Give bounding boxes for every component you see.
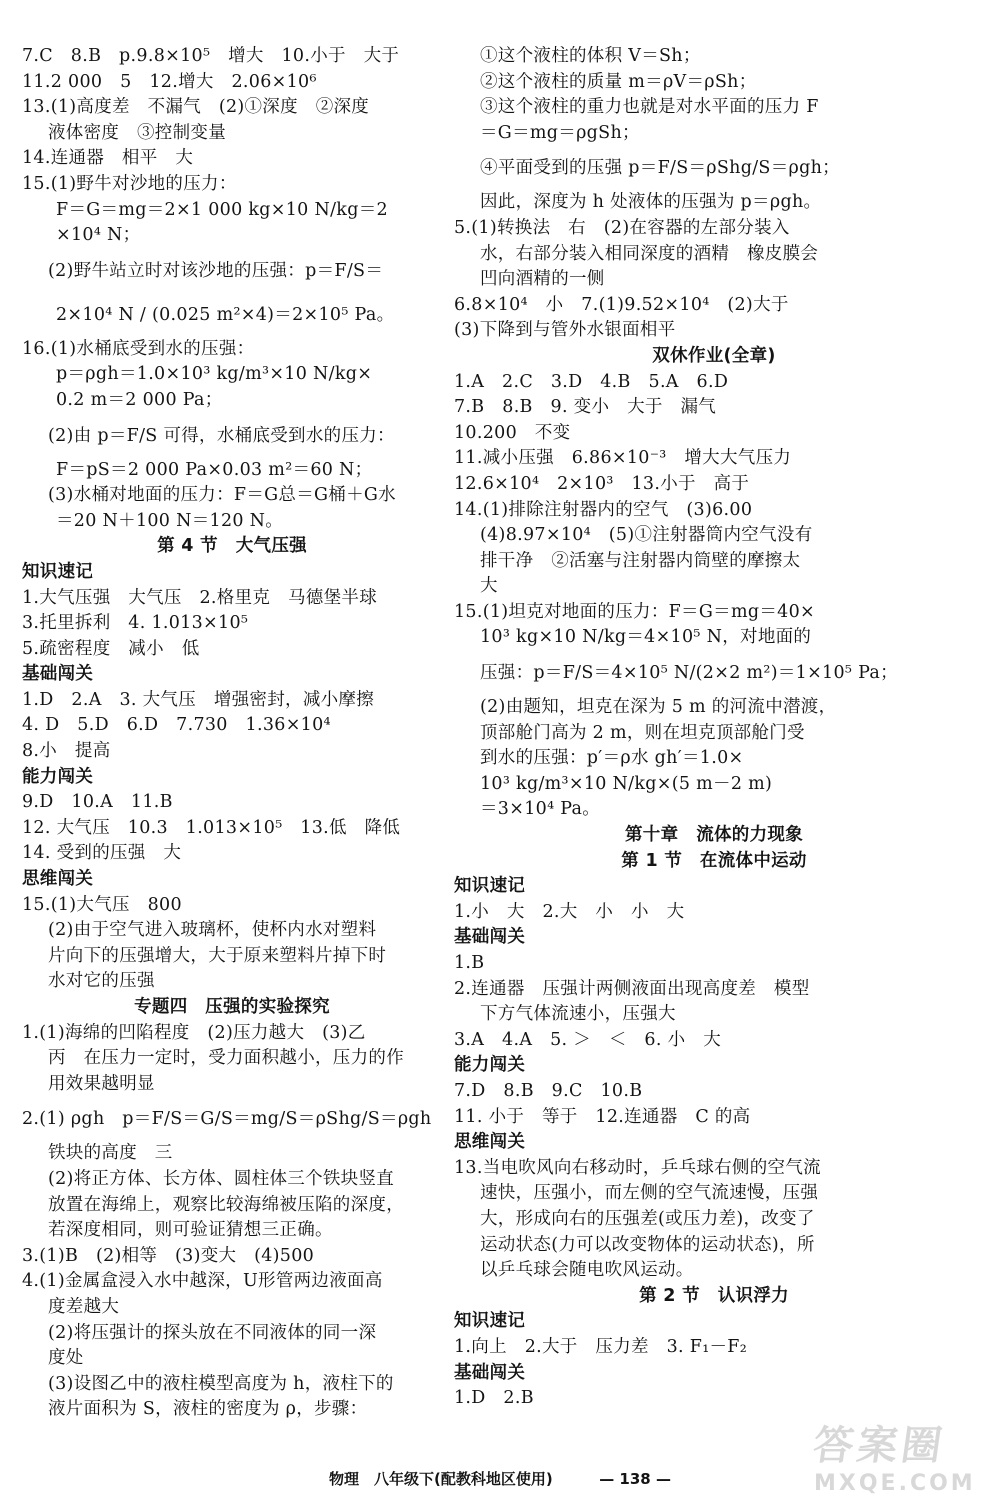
answer-line: 14.(1)排除注射器内的空气 (3)6.00 — [454, 499, 753, 520]
answer-line: ＝20 N＋100 N＝120 N。 — [56, 510, 284, 531]
answer-line: ②这个液柱的质量 m＝ρV＝ρSh； — [480, 71, 757, 92]
answer-line: 4.(1)金属盒浸入水中越深，U形管两边液面高 — [22, 1271, 383, 1292]
answer-line: 7.D 8.B 9.C 10.B — [454, 1080, 643, 1101]
answer-line: 1.B — [454, 953, 485, 973]
subsection-label: 能力闯关 — [454, 1055, 526, 1076]
subsection-label: 能力闯关 — [22, 766, 94, 787]
answer-line: (2)由 p＝F/S 可得，水桶底受到水的压力： — [48, 425, 395, 446]
answer-line: 13.(1)高度差 不漏气 (2)①深度 ②深度 — [22, 97, 370, 118]
answer-line: F＝pS＝2 000 Pa×0.03 m²＝60 N； — [56, 459, 373, 480]
answer-line: 10.200 不变 — [454, 422, 571, 443]
answer-line: 5.疏密程度 减小 低 — [22, 638, 200, 659]
answer-line: 片向下的压强增大，大于原来塑料片掉下时 — [48, 945, 387, 966]
answer-line: 0.2 m＝2 000 Pa； — [56, 389, 223, 410]
subsection-label: 思维闯关 — [454, 1132, 526, 1153]
section-heading: 第 4 节 大气压强 — [157, 536, 307, 557]
answer-line: 2.(1) ρgh p＝F/S＝G/S＝mg/S＝ρShg/S＝ρgh — [22, 1109, 432, 1130]
answer-line: 6.8×10⁴ 小 7.(1)9.52×10⁴ (2)大于 — [454, 294, 789, 315]
subsection-label: 基础闯关 — [22, 664, 94, 685]
answer-line: 3.托里拆利 4. 1.013×10⁵ — [22, 613, 249, 634]
answer-line: 度处 — [48, 1348, 84, 1369]
subsection-label: 基础闯关 — [454, 927, 526, 948]
answer-line: 14.连通器 相平 大 — [22, 148, 194, 169]
answer-line: 凹向酒精的一侧 — [480, 269, 605, 290]
answer-line: 15.(1)坦克对地面的压力：F＝G＝mg＝40× — [454, 601, 815, 622]
answer-line: 9.D 10.A 11.B — [22, 792, 173, 813]
answer-line: 5.(1)转换法 右 (2)在容器的左部分装入 — [454, 217, 790, 238]
answer-line: 13.当电吹风向右移动时，乒乓球右侧的空气流 — [454, 1157, 821, 1178]
answer-line: 14. 受到的压强 大 — [22, 843, 182, 864]
answer-line: 10³ kg×10 N/kg＝4×10⁵ N，对地面的 — [480, 627, 812, 648]
answer-line: (2)由于空气进入玻璃杯，使杯内水对塑料 — [48, 920, 377, 941]
answer-line: 10³ kg/m³×10 N/kg×(5 m－2 m) — [480, 773, 773, 794]
answer-line: 到水的压强：p′＝ρ水 gh′＝1.0× — [480, 748, 744, 769]
footer-subject: 物理 八年级下(配教科地区使用) — [329, 1470, 553, 1488]
page-number: — 138 — — [599, 1470, 671, 1488]
answer-line: (2)野牛站立时对该沙地的压强：p＝F/S＝ — [48, 260, 384, 281]
answer-line: (3)水桶对地面的压力：F＝G总＝G桶＋G水 — [48, 485, 396, 506]
subsection-label: 基础闯关 — [454, 1362, 526, 1383]
answer-line: 水，右部分装入相同深度的酒精 橡皮膜会 — [480, 243, 819, 264]
section-heading: 第十章 流体的力现象 — [625, 825, 803, 846]
watermark-bottom-text: MXQE.COM — [814, 1471, 976, 1496]
answer-line: 12.6×10⁴ 2×10³ 13.小于 高于 — [454, 473, 750, 494]
answer-line: ③这个液柱的重力也就是对水平面的压力 F — [480, 97, 819, 118]
answer-line: 12. 大气压 10.3 1.013×10⁵ 13.低 降低 — [22, 817, 401, 838]
answer-line: 大，形成向右的压强差(或压力差)，改变了 — [480, 1208, 815, 1229]
answer-line: 7.C 8.B p.9.8×10⁵ 增大 10.小于 大于 — [22, 46, 400, 66]
answer-line: 下方气体流速小，压强大 — [480, 1004, 676, 1025]
answer-line: 丙 在压力一定时，受力面积越小，压力的作 — [48, 1048, 404, 1069]
answer-line: 若深度相同，则可验证猜想三正确。 — [48, 1220, 333, 1241]
answer-line: ×10⁴ N； — [56, 225, 141, 246]
answer-line: (3)设图乙中的液柱模型高度为 h，液柱下的 — [48, 1373, 394, 1394]
answer-line: ①这个液柱的体积 V＝Sh； — [480, 46, 701, 66]
answer-line: 7.B 8.B 9. 变小 大于 漏气 — [454, 397, 717, 418]
answer-line: 15.(1)大气压 800 — [22, 894, 182, 915]
answer-line: (3)下降到与管外水银面相平 — [454, 320, 676, 341]
answer-line: p＝ρgh＝1.0×10³ kg/m³×10 N/kg× — [56, 364, 373, 385]
answer-line: 2.连通器 压强计两侧液面出现高度差 模型 — [454, 978, 810, 999]
answer-line: 速快，压强小，而左侧的空气流速慢，压强 — [480, 1183, 819, 1204]
subsection-label: 知识速记 — [454, 1311, 526, 1332]
answer-line: 铁块的高度 三 — [48, 1143, 173, 1164]
answer-line: 液片面积为 S，液柱的密度为 ρ，步骤： — [48, 1399, 368, 1420]
section-heading: 双休作业(全章) — [652, 345, 776, 366]
answer-line: 1.D 2.A 3. 大气压 增强密封，减小摩擦 — [22, 689, 375, 710]
section-heading: 第 1 节 在流体中运动 — [621, 850, 807, 871]
answer-line: 2×10⁴ N / (0.025 m²×4)＝2×10⁵ Pa。 — [56, 304, 395, 325]
answer-line: 3.A 4.A 5. ＞ ＜ 6. 小 大 — [454, 1029, 721, 1050]
answer-line: 大 — [480, 576, 498, 597]
answer-line: ④平面受到的压强 p＝F/S＝ρShg/S＝ρgh； — [480, 158, 840, 179]
answer-line: 运动状态(力可以改变物体的运动状态)，所 — [480, 1234, 815, 1255]
answer-line: (2)将正方体、长方体、圆柱体三个铁块竖直 — [48, 1168, 395, 1189]
left-column — [22, 44, 442, 1423]
answer-line: 4. D 5.D 6.D 7.730 1.36×10⁴ — [22, 715, 331, 736]
answer-line: 11.2 000 5 12.增大 2.06×10⁶ — [22, 71, 317, 92]
answer-line: 以乒乓球会随电吹风运动。 — [480, 1260, 694, 1281]
watermark-top-text: 答案圈 — [810, 1423, 949, 1469]
answer-line: 放置在海绵上，观察比较海绵被压陷的深度， — [48, 1194, 404, 1215]
subsection-label: 知识速记 — [22, 561, 94, 582]
answer-line: 水对它的压强 — [48, 971, 155, 992]
answer-line: 顶部舱门高为 2 m，则在坦克顶部舱门受 — [480, 722, 805, 743]
answer-line: (2)将压强计的探头放在不同液体的同一深 — [48, 1322, 377, 1343]
answer-line: 8.小 提高 — [22, 741, 111, 762]
answer-line: 16.(1)水桶底受到水的压强： — [22, 338, 255, 359]
answer-line: 1.大气压强 大气压 2.格里克 马德堡半球 — [22, 587, 377, 608]
answer-line: 用效果越明显 — [48, 1073, 155, 1094]
answer-line: 因此，深度为 h 处液体的压强为 p＝ρgh。 — [480, 192, 822, 213]
answer-line: 11.减小压强 6.86×10⁻³ 增大大气压力 — [454, 448, 792, 469]
answer-line: 1.D 2.B — [454, 1388, 534, 1409]
answer-line: 1.向上 2.大于 压力差 3. F₁－F₂ — [454, 1336, 748, 1357]
subsection-label: 思维闯关 — [22, 869, 94, 890]
watermark-logo — [810, 1414, 986, 1500]
answer-line: (4)8.97×10⁴ (5)①注射器筒内空气没有 — [480, 525, 813, 546]
answer-line: (2)由题知，坦克在深为 5 m 的河流中潜渡， — [480, 697, 837, 718]
answer-line: ＝3×10⁴ Pa。 — [480, 799, 601, 820]
answer-line: 1.A 2.C 3.D 4.B 5.A 6.D — [454, 371, 729, 392]
answer-line: 压强：p＝F/S＝4×10⁵ N/(2×2 m²)＝1×10⁵ Pa； — [480, 663, 898, 684]
answer-line: 3.(1)B (2)相等 (3)变大 (4)500 — [22, 1245, 315, 1266]
answer-line: 度差越大 — [48, 1296, 120, 1317]
answer-line: ＝G＝mg＝ρgSh； — [480, 122, 640, 143]
answer-line: 1.(1)海绵的凹陷程度 (2)压力越大 (3)乙 — [22, 1022, 366, 1043]
answer-line: 排干净 ②活塞与注射器内筒壁的摩擦太 — [480, 550, 801, 571]
section-heading: 专题四 压强的实验探究 — [134, 997, 330, 1017]
answer-line: 11. 小于 等于 12.连通器 C 的高 — [454, 1106, 751, 1127]
subsection-label: 知识速记 — [454, 876, 526, 897]
answer-line: 1.小 大 2.大 小 小 大 — [454, 901, 685, 922]
answer-line: F＝G＝mg＝2×1 000 kg×10 N/kg＝2 — [56, 199, 388, 220]
answer-line: 液体密度 ③控制变量 — [48, 122, 226, 143]
section-heading: 第 2 节 认识浮力 — [639, 1285, 789, 1306]
right-column — [454, 44, 974, 1412]
answer-line: 15.(1)野牛对沙地的压力： — [22, 173, 237, 194]
